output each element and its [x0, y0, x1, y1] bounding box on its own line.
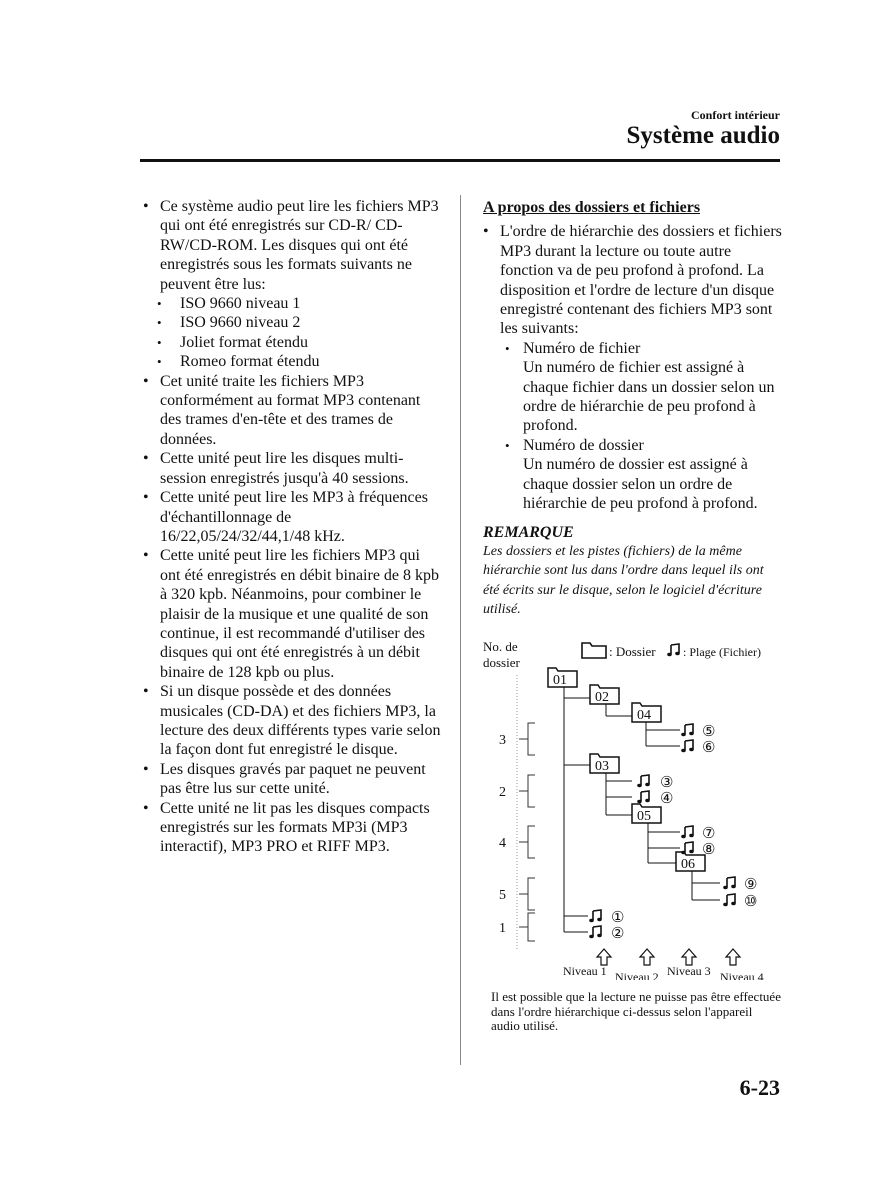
folder-01 [548, 668, 577, 688]
music-note-icon [637, 791, 650, 803]
file-number: ⑧ [702, 842, 716, 858]
bullet-item: • Cette unité peut lire les MP3 à fréquences d'échantillonnage de 16/22,05/24/32/44,1/48 kHz. [143, 488, 443, 546]
level-label: Niveau 4 [720, 970, 764, 980]
folder-label: 05 [637, 809, 651, 824]
remark-text: Les dossiers et les pistes (fichiers) de la même hiérarchie sont lus dans l'ordre dans lequel ils ont été écrits sur le disque, selon le logiciel d'écriture utilisé. [483, 543, 764, 618]
bullet-item: • Cette unité peut lire les disques multi-session enregistrés jusqu'à 40 sessions. [143, 449, 443, 488]
file-number-title: • Numéro de fichier [523, 339, 641, 357]
music-note-icon [723, 877, 736, 889]
file-number: ① [611, 910, 625, 926]
intro-bullet: • L'ordre de hiérarchie des dossiers et fichiers MP3 durant la lecture ou toute autre fonction va de peu profond à profond. La disposition et l'ordre de lecture d'un disque enregistré contenant des fichiers MP3 sont les suivants: [483, 222, 783, 338]
diagram-caption: Il est possible que la lecture ne puisse pas être effectuée dans l'ordre hiérarchique ci-dessus selon l'appareil audio utilisé. [491, 989, 781, 1033]
file-number: ③ [660, 775, 674, 791]
format-sub-item: • ISO 9660 niveau 2 [143, 313, 443, 332]
folder-04 [632, 703, 661, 723]
file-number: ④ [660, 791, 674, 807]
folder-03 [590, 754, 619, 774]
legend-folder-label: : Dossier [609, 644, 656, 659]
folder-number-text: Un numéro de dossier est assigné à chaque dossier selon un ordre de hiérarchie de peu profond à profond. [523, 456, 758, 513]
music-note-icon [723, 894, 736, 906]
folder-05 [632, 804, 661, 824]
music-note-icon [667, 644, 680, 656]
up-arrow-icon [682, 949, 696, 965]
folder-number-label: dossier [483, 655, 520, 670]
file-number-text: Un numéro de fichier est assigné à chaque fichier dans un dossier selon un ordre de hiérarchie de peu profond à profond. [523, 359, 775, 435]
folder-number: 1 [499, 921, 506, 936]
up-arrow-icon [640, 949, 654, 965]
folder-label: 02 [595, 690, 609, 705]
folder-number: 5 [499, 888, 506, 903]
folder-hierarchy-diagram [480, 635, 780, 980]
format-sub-item: • Romeo format étendu [143, 352, 443, 371]
folder-number-item [483, 436, 783, 514]
bullet-item: • Cet unité traite les fichiers MP3 conformément au format MP3 contenant des trames d'en-tête et des trames de données. [143, 372, 443, 450]
folder-number-title: • Numéro de dossier [523, 436, 644, 454]
bullet-item: • Les disques gravés par paquet ne peuvent pas être lus sur cette unité. [143, 760, 443, 799]
folder-06 [676, 852, 705, 872]
folder-number: 4 [499, 836, 506, 851]
up-arrow-icon [726, 949, 740, 965]
level-label: Niveau 1 [563, 964, 607, 978]
right-column [483, 198, 783, 620]
section-title: A propos des dossiers et fichiers [483, 199, 701, 216]
music-note-icon [589, 926, 602, 938]
page-title: Système audio [626, 122, 780, 149]
music-note-icon [681, 826, 694, 838]
file-number: ⑦ [702, 826, 716, 842]
bullet-item: • Cette unité peut lire les fichiers MP3 qui ont été enregistrés en débit binaire de 8 kpb à 320 kpb. Néanmoins, pour combiner le plaisir de la musique et une qualité de son continue, il est recommandé d'utiliser des disques qui ont été enregistrés à un débit binaire de 128 kpb ou plus. [143, 546, 443, 682]
music-note-icon [681, 740, 694, 752]
folder-label: 04 [637, 708, 651, 723]
music-note-icon [681, 842, 694, 854]
up-arrow-icon [597, 949, 611, 965]
folder-label: 06 [681, 857, 695, 872]
folder-label: 01 [553, 673, 567, 688]
folder-number: 3 [499, 733, 506, 748]
file-number: ⑩ [744, 894, 758, 910]
page-number: 6-23 [739, 1075, 780, 1100]
remark-title: REMARQUE [483, 523, 574, 541]
folder-icon [582, 643, 606, 658]
bullet-item: • Si un disque possède et des données musicales (CD-DA) et des fichiers MP3, la lecture des deux différents types varie selon la façon dont fut enregistré le disque. [143, 682, 443, 760]
bullet-item: • Cette unité ne lit pas les disques compacts enregistrés sur les formats MP3i (MP3 interactif), MP3 PRO et RIFF MP3. [143, 799, 443, 857]
music-note-icon [637, 775, 650, 787]
level-label: Niveau 2 [615, 970, 659, 980]
music-note-icon [681, 724, 694, 736]
bullet-item: • Ce système audio peut lire les fichiers MP3 qui ont été enregistrés sur CD-R/ CD-RW/CD-ROM. Les disques qui ont été enregistrés sous les formats suivants ne peuvent être lus: [143, 197, 443, 294]
file-number: ⑥ [702, 740, 716, 756]
folder-label: 03 [595, 759, 609, 774]
left-column [143, 197, 443, 857]
header-rule [140, 159, 780, 162]
column-divider [460, 195, 461, 1065]
file-number: ⑤ [702, 724, 716, 740]
level-label: Niveau 3 [667, 964, 711, 978]
music-note-icon [589, 910, 602, 922]
file-number-item [483, 339, 783, 436]
file-number: ⑨ [744, 877, 758, 893]
folder-02 [590, 685, 619, 705]
legend-file-label: : Plage (Fichier) [683, 645, 761, 659]
format-sub-item: • ISO 9660 niveau 1 [143, 294, 443, 313]
format-sub-item: • Joliet format étendu [143, 333, 443, 352]
folder-number: 2 [499, 785, 506, 800]
header-section: Confort intérieur [691, 108, 780, 122]
folder-number-label: No. de [483, 639, 518, 654]
file-number: ② [611, 926, 625, 942]
